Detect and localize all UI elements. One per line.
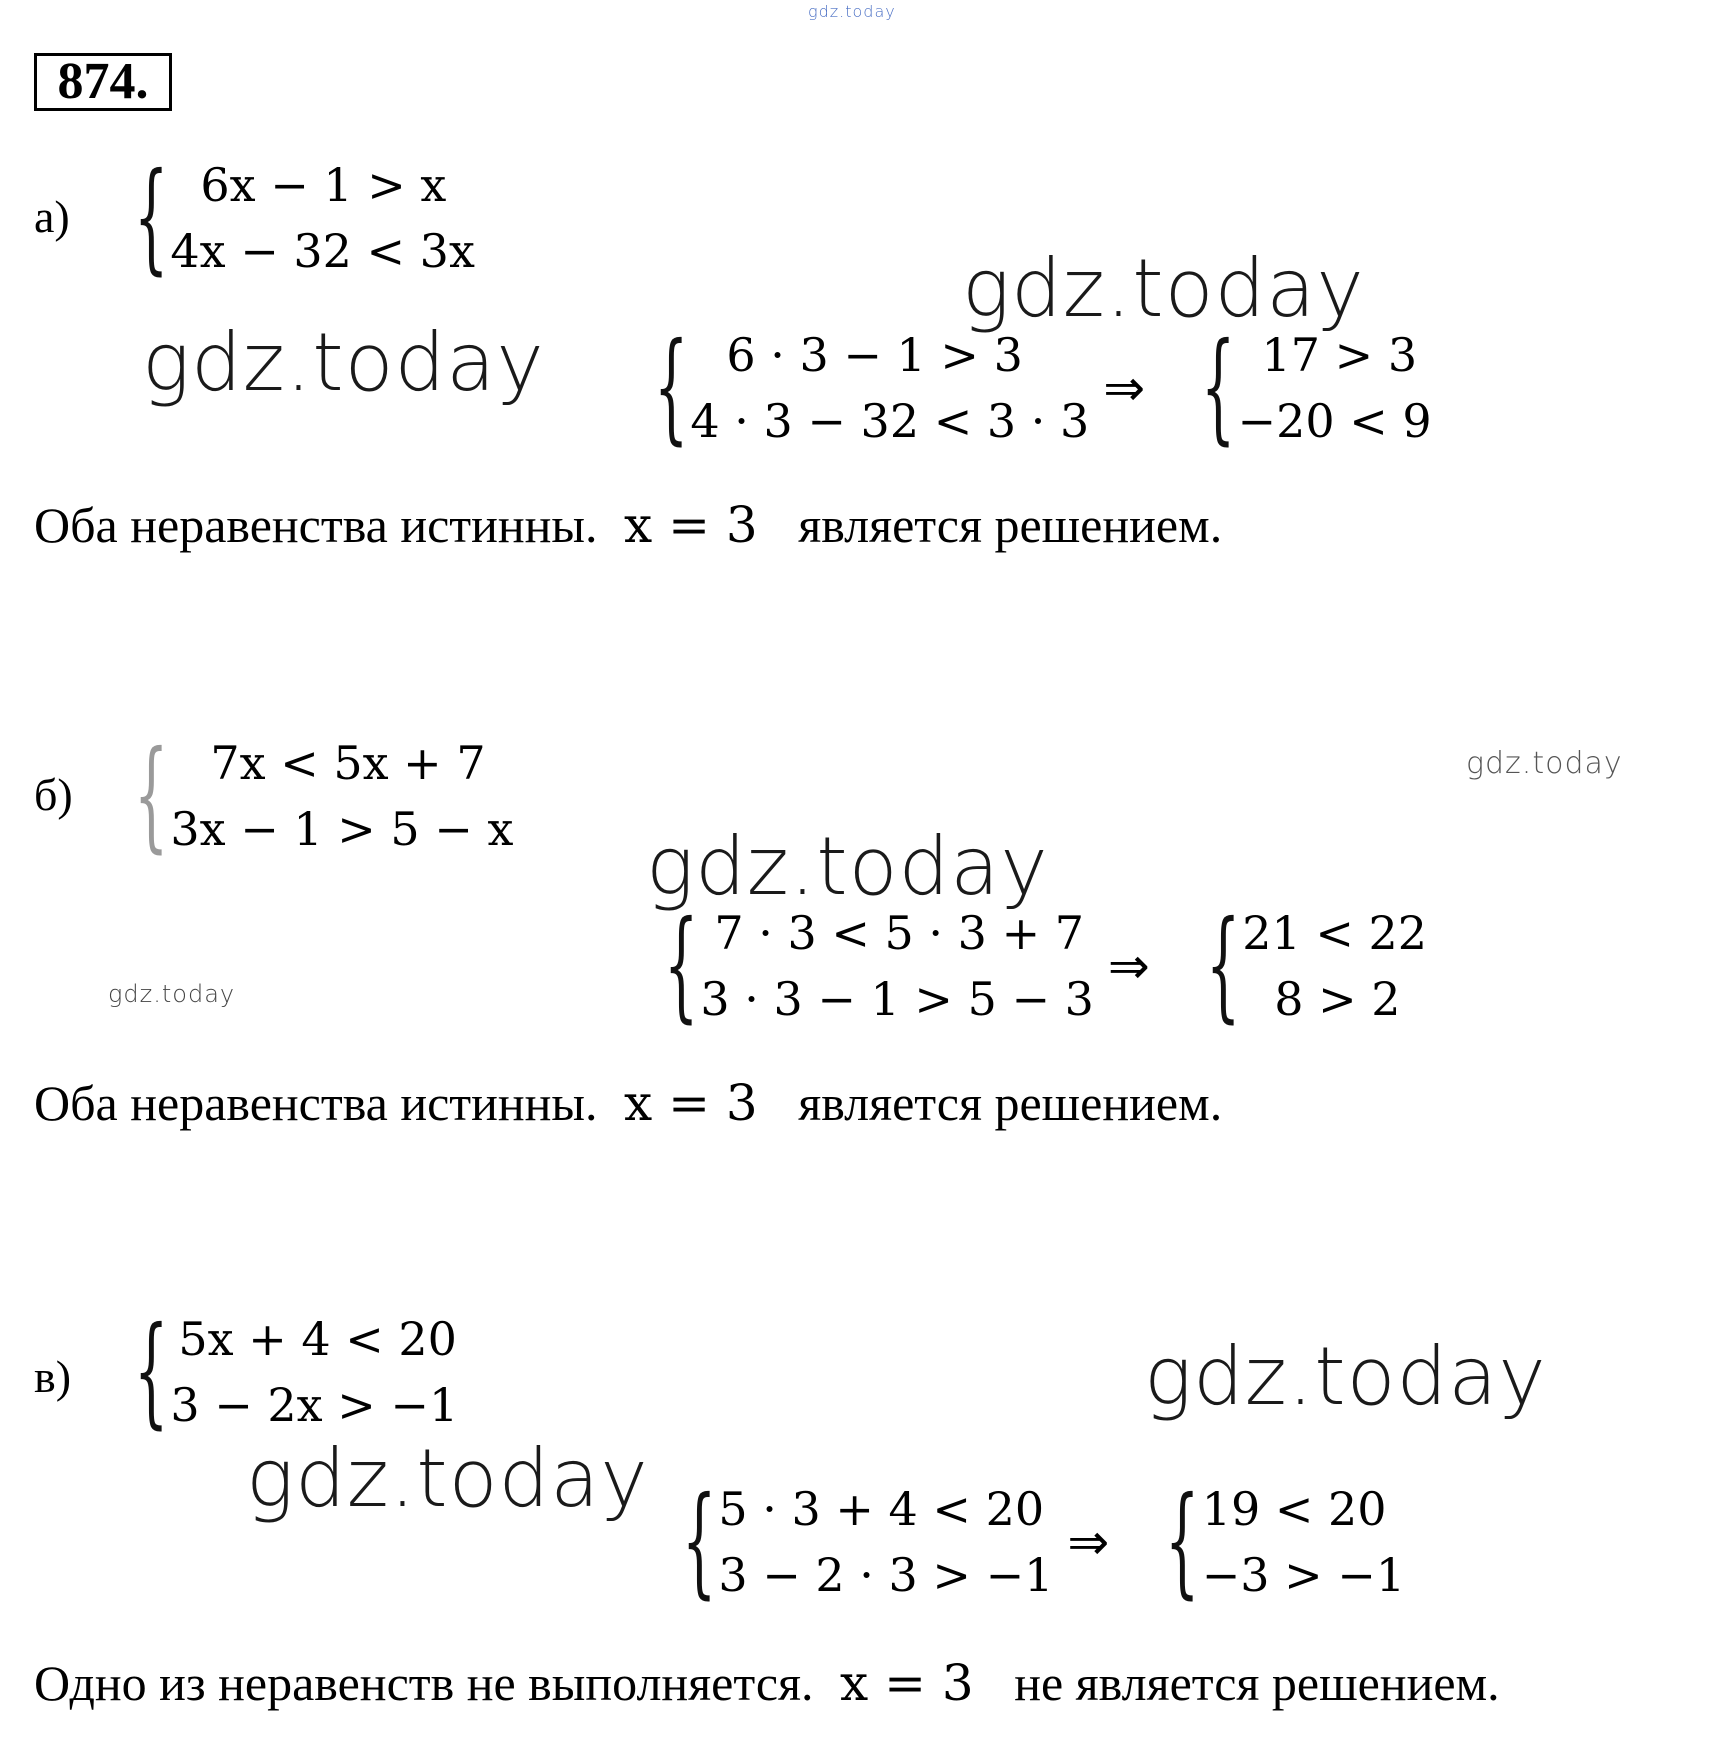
brace-icon: { (1201, 318, 1236, 457)
conclusion-text: Одно из неравенств не выполняется. (34, 1655, 814, 1711)
implies-arrow: ⇒ (1067, 1513, 1110, 1571)
brace-icon: { (681, 1472, 717, 1611)
part-b-sub-2: 3 · 3 − 1 > 5 − 3 (700, 972, 1094, 1026)
part-a-ineq-2: 4x − 32 < 3x (170, 224, 475, 278)
part-a-sub-2: 4 · 3 − 32 < 3 · 3 (690, 394, 1090, 448)
conclusion-equation: x = 3 (624, 496, 758, 554)
part-b-sub-1: 7 · 3 < 5 · 3 + 7 (714, 906, 1084, 960)
part-b-substituted (622, 896, 1428, 1035)
brace-icon: { (133, 148, 169, 287)
part-b-label: б) (34, 769, 73, 820)
part-c-res-1: 19 < 20 (1201, 1482, 1387, 1536)
watermark: gdz.today (1144, 1330, 1547, 1423)
part-b-res-1: 21 < 22 (1242, 906, 1428, 960)
part-b-ineq-2: 3x − 1 > 5 − x (170, 802, 514, 856)
conclusion-text: Оба неравенства истинны. (34, 497, 598, 553)
conclusion-equation: x = 3 (840, 1654, 974, 1712)
conclusion-text: является решением. (798, 497, 1223, 553)
watermark: gdz.today (1466, 746, 1623, 781)
part-a-ineq-1: 6x − 1 > x (200, 158, 447, 212)
part-c-label: в) (34, 1351, 72, 1402)
part-c-ineq-2: 3 − 2x > −1 (170, 1378, 459, 1432)
watermark: gdz.today (142, 316, 545, 409)
watermark: gdz.today (246, 1432, 649, 1525)
part-a-conclusion (34, 496, 1222, 554)
brace-icon: { (133, 1302, 169, 1441)
part-b-ineq-1: 7x < 5x + 7 (210, 736, 486, 790)
part-c-ineq-1: 5x + 4 < 20 (178, 1312, 457, 1366)
part-b-system (92, 726, 514, 865)
watermark: gdz.today (962, 242, 1365, 335)
conclusion-equation: x = 3 (624, 1074, 758, 1132)
part-b-conclusion (34, 1074, 1222, 1132)
part-b-res-2: 8 > 2 (1274, 972, 1401, 1026)
watermark: gdz.today (646, 820, 1049, 913)
part-c-system (92, 1302, 459, 1441)
brace-icon: { (133, 726, 169, 865)
part-a-label: а) (34, 191, 70, 242)
part-a-system (92, 148, 475, 287)
part-c-res-2: −3 > −1 (1201, 1548, 1406, 1602)
part-a-res-2: −20 < 9 (1237, 394, 1432, 448)
implies-arrow: ⇒ (1103, 359, 1146, 417)
brace-icon: { (1165, 1472, 1200, 1611)
part-a-sub-1: 6 · 3 − 1 > 3 (726, 328, 1023, 382)
part-a-substituted (612, 318, 1432, 457)
part-c-sub-2: 3 − 2 · 3 > −1 (718, 1548, 1054, 1602)
part-c-substituted (640, 1472, 1406, 1611)
header-watermark: gdz.today (808, 2, 896, 21)
part-c-conclusion (34, 1654, 1500, 1712)
brace-icon: { (1205, 896, 1241, 1035)
watermark: gdz.today (108, 980, 236, 1008)
brace-icon: { (653, 318, 689, 457)
part-a-res-1: 17 > 3 (1261, 328, 1418, 382)
problem-number: 874. (34, 53, 172, 111)
conclusion-text: является решением. (798, 1075, 1223, 1131)
part-c-sub-1: 5 · 3 + 4 < 20 (718, 1482, 1045, 1536)
brace-icon: { (663, 896, 699, 1035)
implies-arrow: ⇒ (1107, 937, 1150, 995)
conclusion-text: не является решением. (1014, 1655, 1500, 1711)
conclusion-text: Оба неравенства истинны. (34, 1075, 598, 1131)
